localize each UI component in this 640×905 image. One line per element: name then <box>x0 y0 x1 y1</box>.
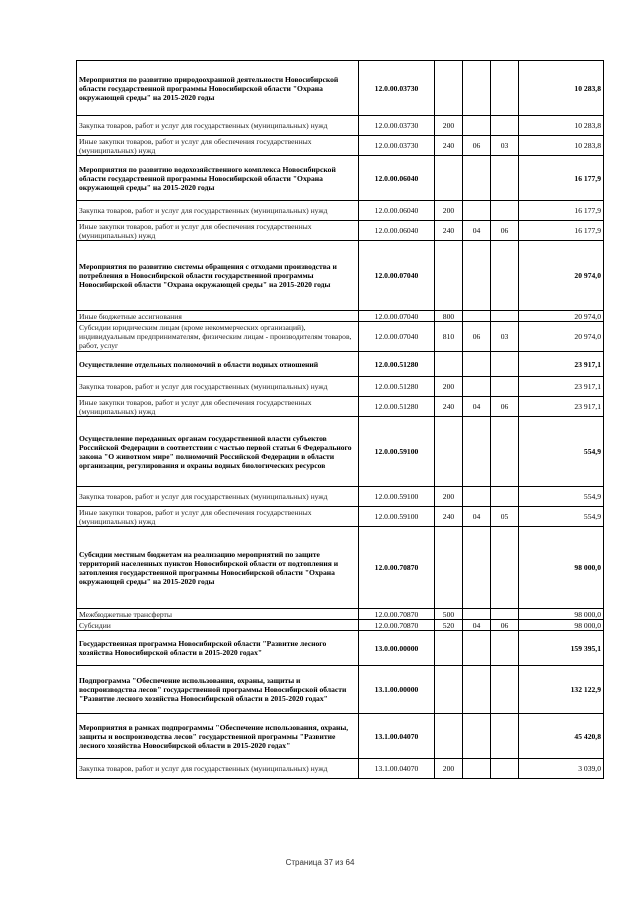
row-name-cell: Закупка товаров, работ и услуг для государственных (муниципальных) нужд <box>77 377 359 397</box>
row-subsection-cell <box>491 311 519 322</box>
table-row <box>77 116 604 136</box>
row-target-article-cell: 13.1.00.00000 <box>359 666 435 714</box>
row-amount-cell: 10 283,8 <box>519 136 604 156</box>
row-amount-cell: 10 283,8 <box>519 61 604 116</box>
row-target-article-cell: 12.0.00.51280 <box>359 352 435 377</box>
row-amount-cell: 20 974,0 <box>519 241 604 311</box>
row-expense-type-cell: 240 <box>435 221 463 241</box>
row-subsection-cell: 05 <box>491 507 519 527</box>
row-target-article-cell: 13.0.00.00000 <box>359 631 435 666</box>
row-name-cell: Иные бюджетные ассигнования <box>77 311 359 322</box>
row-name-cell: Закупка товаров, работ и услуг для государственных (муниципальных) нужд <box>77 116 359 136</box>
row-name-cell: Закупка товаров, работ и услуг для государственных (муниципальных) нужд <box>77 759 359 779</box>
row-expense-type-cell: 520 <box>435 620 463 631</box>
row-section-cell: 06 <box>463 322 491 352</box>
row-section-cell <box>463 714 491 759</box>
row-amount-cell: 3 039,0 <box>519 759 604 779</box>
row-subsection-cell <box>491 377 519 397</box>
row-section-cell <box>463 377 491 397</box>
page-footer: Страница 37 из 64 <box>285 858 355 867</box>
table-row <box>77 666 604 714</box>
row-amount-cell: 16 177,9 <box>519 201 604 221</box>
row-subsection-cell <box>491 417 519 487</box>
row-name-cell: Субсидии <box>77 620 359 631</box>
table-row <box>77 311 604 322</box>
row-target-article-cell: 12.0.00.59100 <box>359 417 435 487</box>
row-target-article-cell: 12.0.00.07040 <box>359 241 435 311</box>
row-subsection-cell <box>491 666 519 714</box>
row-section-cell <box>463 311 491 322</box>
row-subsection-cell <box>491 714 519 759</box>
row-name-cell: Закупка товаров, работ и услуг для государственных (муниципальных) нужд <box>77 201 359 221</box>
row-expense-type-cell <box>435 417 463 487</box>
row-name-cell: Мероприятия по развитию водохозяйственного комплекса Новосибирской области государственной программы Новосибирской области "Охрана окружающей среды" на 2015-2020 годы <box>77 156 359 201</box>
table-row <box>77 631 604 666</box>
table-row <box>77 759 604 779</box>
row-section-cell <box>463 156 491 201</box>
row-subsection-cell <box>491 201 519 221</box>
row-expense-type-cell <box>435 527 463 609</box>
row-target-article-cell: 12.0.00.70870 <box>359 620 435 631</box>
row-subsection-cell: 06 <box>491 397 519 417</box>
row-expense-type-cell <box>435 714 463 759</box>
row-expense-type-cell <box>435 631 463 666</box>
row-expense-type-cell: 200 <box>435 759 463 779</box>
table-row <box>77 620 604 631</box>
row-expense-type-cell: 240 <box>435 507 463 527</box>
row-amount-cell: 132 122,9 <box>519 666 604 714</box>
row-name-cell: Подпрограмма "Обеспечение использования, охраны, защиты и воспроизводства лесов" государственной программы Новосибирской области "Развитие лесного хозяйства Новосибирской области в 2015-2020 годах" <box>77 666 359 714</box>
row-expense-type-cell: 200 <box>435 201 463 221</box>
row-subsection-cell <box>491 61 519 116</box>
row-subsection-cell <box>491 156 519 201</box>
row-name-cell: Иные закупки товаров, работ и услуг для обеспечения государственных (муниципальных) нужд <box>77 507 359 527</box>
row-name-cell: Государственная программа Новосибирской области "Развитие лесного хозяйства Новосибирской области в 2015-2020 годах" <box>77 631 359 666</box>
row-target-article-cell: 12.0.00.03730 <box>359 136 435 156</box>
row-target-article-cell: 12.0.00.51280 <box>359 397 435 417</box>
row-expense-type-cell: 240 <box>435 397 463 417</box>
row-target-article-cell: 13.1.00.04070 <box>359 714 435 759</box>
row-section-cell <box>463 116 491 136</box>
row-section-cell <box>463 487 491 507</box>
row-target-article-cell: 12.0.00.03730 <box>359 116 435 136</box>
row-target-article-cell: 12.0.00.06040 <box>359 201 435 221</box>
row-amount-cell: 554,9 <box>519 487 604 507</box>
row-target-article-cell: 12.0.00.06040 <box>359 156 435 201</box>
row-expense-type-cell: 800 <box>435 311 463 322</box>
row-subsection-cell: 06 <box>491 620 519 631</box>
table-row <box>77 221 604 241</box>
row-amount-cell: 23 917,1 <box>519 397 604 417</box>
row-section-cell <box>463 631 491 666</box>
table-row <box>77 487 604 507</box>
row-expense-type-cell <box>435 352 463 377</box>
row-section-cell <box>463 666 491 714</box>
row-section-cell <box>463 417 491 487</box>
row-amount-cell: 10 283,8 <box>519 116 604 136</box>
row-amount-cell: 98 000,0 <box>519 527 604 609</box>
row-subsection-cell <box>491 759 519 779</box>
row-amount-cell: 23 917,1 <box>519 352 604 377</box>
row-section-cell: 06 <box>463 136 491 156</box>
row-amount-cell: 98 000,0 <box>519 620 604 631</box>
row-expense-type-cell: 200 <box>435 377 463 397</box>
row-section-cell: 04 <box>463 620 491 631</box>
row-name-cell: Осуществление переданных органам государственной власти субъектов Российской Федерации в соответствии с частью первой статьи 6 Федерального закона "О животном мире" полномочий Российской Федерации в области организации, регулирования и охраны водных биологических ресурсов <box>77 417 359 487</box>
row-expense-type-cell <box>435 156 463 201</box>
row-expense-type-cell <box>435 241 463 311</box>
row-section-cell <box>463 201 491 221</box>
row-name-cell: Мероприятия по развитию системы обращения с отходами производства и потребления в Новосибирской области государственной программы Новосибирской области "Охрана окружающей среды" на 2015-2020 годы <box>77 241 359 311</box>
row-target-article-cell: 12.0.00.07040 <box>359 311 435 322</box>
table-row <box>77 417 604 487</box>
row-amount-cell: 20 974,0 <box>519 311 604 322</box>
row-subsection-cell: 06 <box>491 221 519 241</box>
row-expense-type-cell: 200 <box>435 487 463 507</box>
row-expense-type-cell: 200 <box>435 116 463 136</box>
row-name-cell: Субсидии местным бюджетам на реализацию мероприятий по защите территорий населенных пунктов Новосибирской области от подтопления и затопления государственной программы Новосибирской области "Охрана окружающей среды" на 2015-2020 годы <box>77 527 359 609</box>
table-row <box>77 241 604 311</box>
row-expense-type-cell: 810 <box>435 322 463 352</box>
row-amount-cell: 16 177,9 <box>519 156 604 201</box>
row-name-cell: Иные закупки товаров, работ и услуг для обеспечения государственных (муниципальных) нужд <box>77 397 359 417</box>
row-subsection-cell <box>491 527 519 609</box>
row-name-cell: Межбюджетные трансферты <box>77 609 359 620</box>
table-row <box>77 201 604 221</box>
row-subsection-cell <box>491 116 519 136</box>
row-name-cell: Мероприятия в рамках подпрограммы "Обеспечение использования, охраны, защиты и воспроизводства лесов" государственной программы "Развитие лесного хозяйства Новосибирской области в 2015-2020 годах" <box>77 714 359 759</box>
table-row <box>77 136 604 156</box>
row-amount-cell: 16 177,9 <box>519 221 604 241</box>
row-target-article-cell: 12.0.00.06040 <box>359 221 435 241</box>
table-row <box>77 61 604 116</box>
row-section-cell <box>463 352 491 377</box>
row-name-cell: Иные закупки товаров, работ и услуг для обеспечения государственных (муниципальных) нужд <box>77 136 359 156</box>
row-section-cell: 04 <box>463 397 491 417</box>
row-subsection-cell: 03 <box>491 322 519 352</box>
row-subsection-cell <box>491 609 519 620</box>
row-amount-cell: 20 974,0 <box>519 322 604 352</box>
row-section-cell: 04 <box>463 221 491 241</box>
row-amount-cell: 98 000,0 <box>519 609 604 620</box>
row-subsection-cell: 03 <box>491 136 519 156</box>
row-name-cell: Иные закупки товаров, работ и услуг для обеспечения государственных (муниципальных) нужд <box>77 221 359 241</box>
row-section-cell <box>463 61 491 116</box>
budget-table <box>76 60 604 779</box>
row-amount-cell: 159 395,1 <box>519 631 604 666</box>
table-row <box>77 714 604 759</box>
table-row <box>77 527 604 609</box>
table-row <box>77 609 604 620</box>
table-row <box>77 507 604 527</box>
row-amount-cell: 45 420,8 <box>519 714 604 759</box>
row-target-article-cell: 12.0.00.59100 <box>359 487 435 507</box>
row-subsection-cell <box>491 487 519 507</box>
table-row <box>77 397 604 417</box>
row-expense-type-cell: 500 <box>435 609 463 620</box>
row-target-article-cell: 12.0.00.70870 <box>359 609 435 620</box>
row-section-cell <box>463 609 491 620</box>
row-target-article-cell: 12.0.00.51280 <box>359 377 435 397</box>
row-target-article-cell: 12.0.00.59100 <box>359 507 435 527</box>
row-target-article-cell: 12.0.00.03730 <box>359 61 435 116</box>
row-section-cell <box>463 527 491 609</box>
row-section-cell <box>463 759 491 779</box>
table-row <box>77 156 604 201</box>
budget-table-body <box>77 61 604 779</box>
row-expense-type-cell <box>435 666 463 714</box>
row-subsection-cell <box>491 631 519 666</box>
row-name-cell: Субсидии юридическим лицам (кроме некоммерческих организаций), индивидуальным предпринимателям, физическим лицам - производителям товаров, работ, услуг <box>77 322 359 352</box>
row-section-cell <box>463 241 491 311</box>
row-subsection-cell <box>491 241 519 311</box>
table-row <box>77 352 604 377</box>
row-amount-cell: 554,9 <box>519 507 604 527</box>
table-row <box>77 322 604 352</box>
row-subsection-cell <box>491 352 519 377</box>
row-amount-cell: 23 917,1 <box>519 377 604 397</box>
row-expense-type-cell: 240 <box>435 136 463 156</box>
row-expense-type-cell <box>435 61 463 116</box>
row-name-cell: Закупка товаров, работ и услуг для государственных (муниципальных) нужд <box>77 487 359 507</box>
row-target-article-cell: 13.1.00.04070 <box>359 759 435 779</box>
table-row <box>77 377 604 397</box>
row-section-cell: 04 <box>463 507 491 527</box>
row-target-article-cell: 12.0.00.70870 <box>359 527 435 609</box>
row-amount-cell: 554,9 <box>519 417 604 487</box>
row-target-article-cell: 12.0.00.07040 <box>359 322 435 352</box>
row-name-cell: Осуществление отдельных полномочий в области водных отношений <box>77 352 359 377</box>
row-name-cell: Мероприятия по развитию природоохранной деятельности Новосибирской области государственной программы Новосибирской области "Охрана окружающей среды" на 2015-2020 годы <box>77 61 359 116</box>
